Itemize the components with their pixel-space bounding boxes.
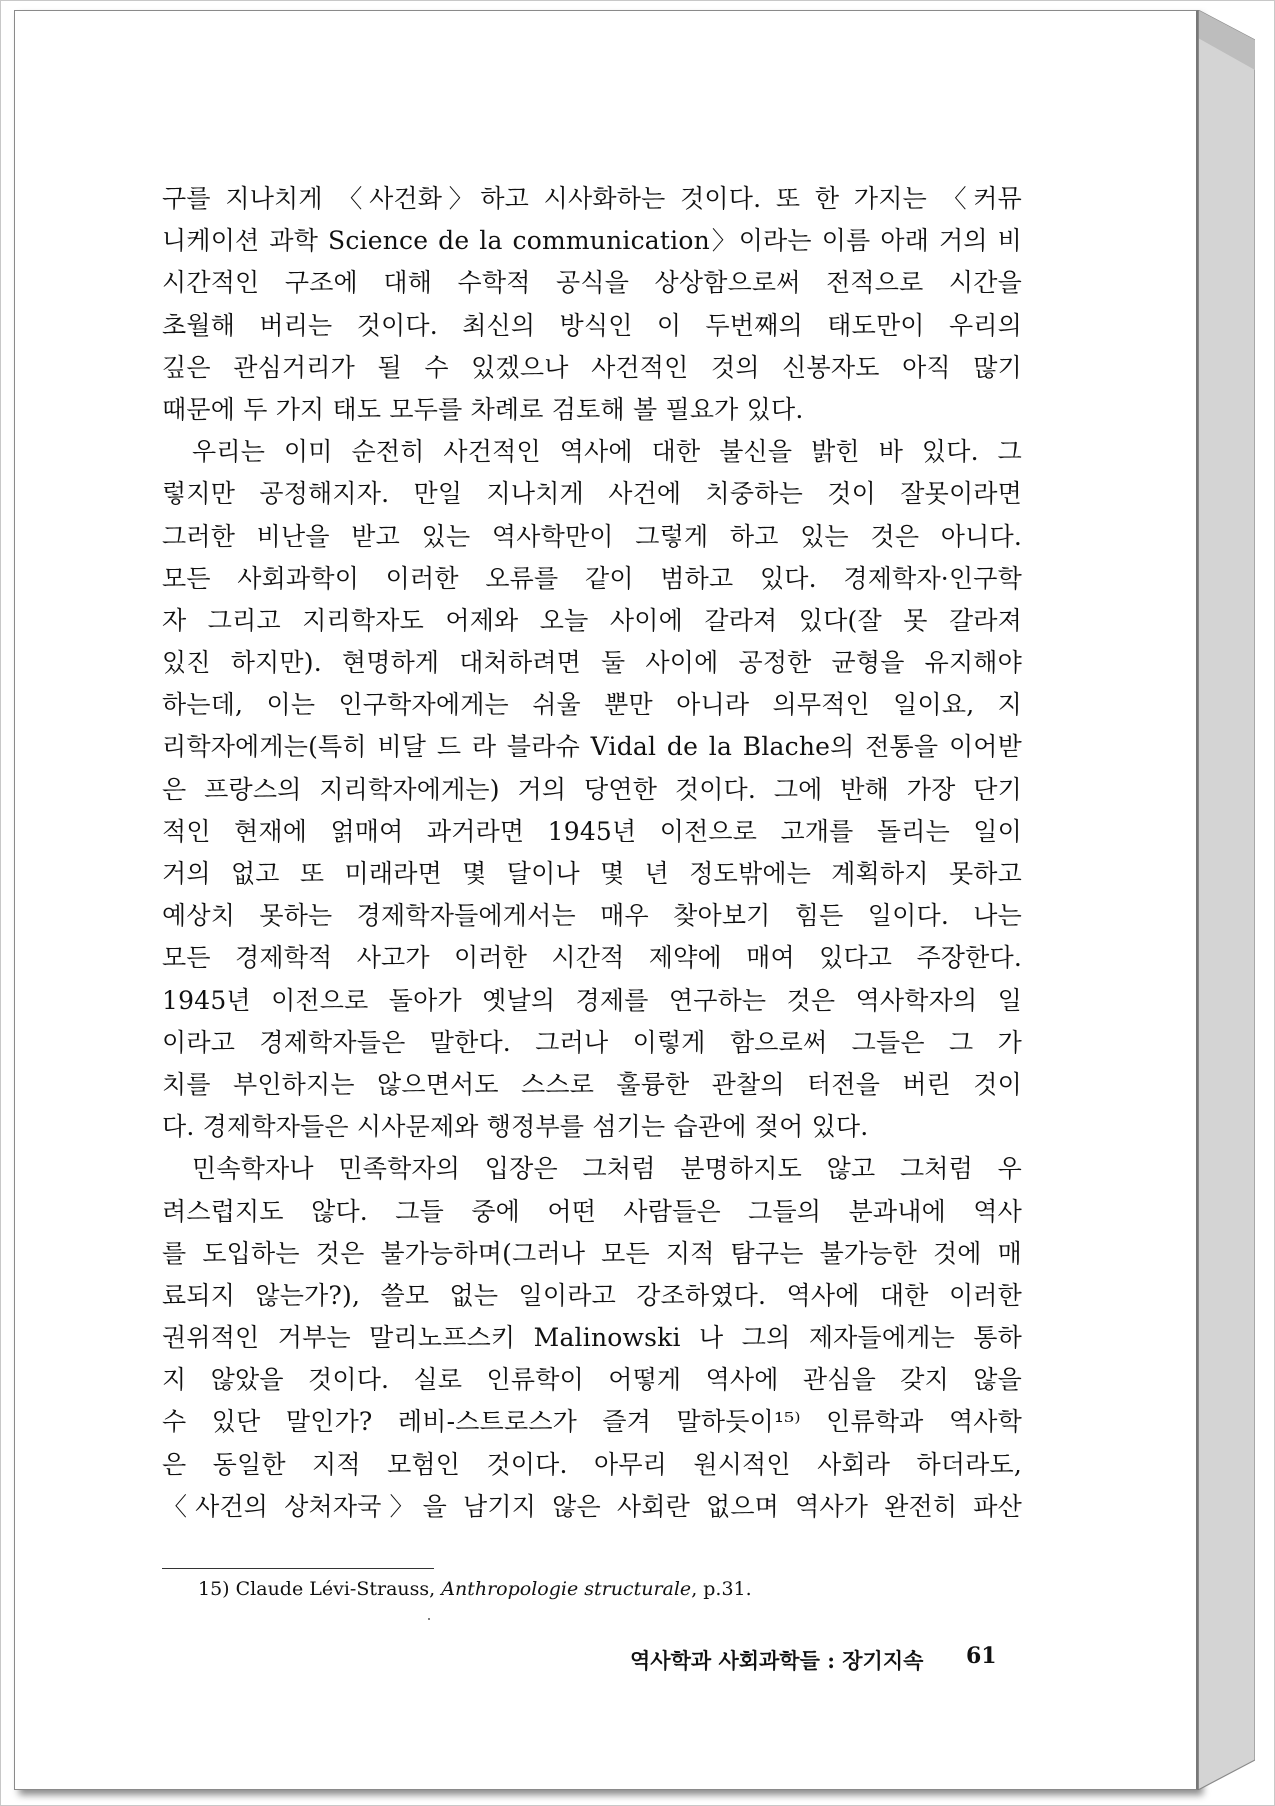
footnote-suffix: , p.31.	[691, 1578, 752, 1600]
body-text	[162, 178, 1022, 1528]
page-edge-block	[1198, 10, 1255, 1790]
body-line: 우리는 이미 순전히 사건적인 역사에 대한 불신을 밝힌 바 있다. 그	[192, 437, 1022, 467]
body-line: 때문에 두 가지 태도 모두를 차례로 검토해 볼 필요가 있다.	[162, 394, 804, 424]
page-edge-shape	[1198, 10, 1255, 1790]
body-line: 그러한 비난을 받고 있는 역사학만이 그렇게 하고 있는 것은 아니다.	[162, 521, 1022, 551]
body-line: 깊은 관심거리가 될 수 있겠으나 사건적인 것의 신봉자도 아직 많기	[162, 352, 1022, 382]
footnote-rule	[162, 1568, 434, 1569]
body-line: 거의 없고 또 미래라면 몇 달이나 몇 년 정도밖에는 계획하지 못하고	[162, 859, 1022, 888]
body-line: 권위적인 거부는 말리노프스키 Malinowski 나 그의 제자들에게는 통하	[162, 1323, 1022, 1353]
body-line: 수 있단 말인가? 레비-스트로스가 즐겨 말하듯이¹⁵⁾ 인류학과 역사학	[162, 1407, 1022, 1437]
body-line: 초월해 버리는 것이다. 최신의 방식인 이 두번째의 태도만이 우리의	[162, 310, 1022, 340]
body-line: 〈사건의 상처자국〉을 남기지 않은 사회란 없으며 역사가 완전히 파산	[162, 1491, 1022, 1521]
body-line: 료되지 않는가?), 쓸모 없는 일이라고 강조하였다. 역사에 대한 이러한	[162, 1280, 1022, 1310]
body-line: 적인 현재에 얽매여 과거라면 1945년 이전으로 고개를 돌리는 일이	[162, 816, 1022, 846]
body-line: 치를 부인하지는 않으면서도 스스로 훌륭한 관찰의 터전을 버린 것이	[162, 1069, 1022, 1099]
body-line: 민속학자나 민족학자의 입장은 그처럼 분명하지도 않고 그처럼 우	[192, 1154, 1022, 1184]
footnote-book-title: Anthropologie structurale	[441, 1578, 692, 1600]
body-line: 모든 사회과학이 이러한 오류를 같이 범하고 있다. 경제학자·인구학	[162, 563, 1022, 593]
body-line: 있진 하지만). 현명하게 대처하려면 둘 사이에 공정한 균형을 유지해야	[162, 648, 1022, 678]
body-line: 모든 경제학적 사고가 이러한 시간적 제약에 매여 있다고 주장한다.	[162, 943, 1022, 973]
footnote-prefix: 15) Claude Lévi-Strauss,	[198, 1578, 442, 1600]
body-line: 하는데, 이는 인구학자에게는 쉬울 뿐만 아니라 의무적인 일이요, 지	[162, 690, 1022, 720]
body-line: 지 않았을 것이다. 실로 인류학이 어떻게 역사에 관심을 갖지 않을	[162, 1365, 1022, 1395]
body-line: 리학자에게는(특히 비달 드 라 블라슈 Vidal de la Blache의 전통을 이어받	[162, 732, 1022, 762]
body-line: 렇지만 공정해지자. 만일 지나치게 사건에 치중하는 것이 잘못이라면	[162, 479, 1022, 509]
body-line: 시간적인 구조에 대해 수학적 공식을 상상함으로써 전적으로 시간을	[162, 268, 1022, 298]
body-line: 은 프랑스의 지리학자에게는) 거의 당연한 것이다. 그에 반해 가장 단기	[162, 774, 1022, 804]
page-number: 61	[966, 1643, 997, 1669]
body-line: 이라고 경제학자들은 말한다. 그러나 이렇게 함으로써 그들은 그 가	[162, 1027, 1022, 1057]
body-line: 예상치 못하는 경제학자들에게서는 매우 찾아보기 힘든 일이다. 나는	[162, 901, 1022, 931]
footnote	[198, 1578, 752, 1600]
body-line: 려스럽지도 않다. 그들 중에 어떤 사람들은 그들의 분과내에 역사	[162, 1196, 1022, 1226]
body-line: 1945년 이전으로 돌아가 옛날의 경제를 연구하는 것은 역사학자의 일	[162, 985, 1022, 1015]
running-footer: 역사학과 사회과학들 : 장기지속	[630, 1648, 924, 1673]
body-line: 다. 경제학자들은 시사문제와 행정부를 섬기는 습관에 젖어 있다.	[162, 1112, 869, 1142]
body-line: 를 도입하는 것은 불가능하며(그러나 모든 지적 탐구는 불가능한 것에 매	[162, 1238, 1022, 1268]
body-line: 구를 지나치게 〈사건화〉하고 시사화하는 것이다. 또 한 가지는 〈커뮤	[162, 184, 1022, 213]
body-line: 은 동일한 지적 모험인 것이다. 아무리 원시적인 사회라 하더라도,	[162, 1449, 1022, 1479]
scan-speck	[428, 1618, 430, 1620]
body-line: 니케이션 과학 Science de la communication〉이라는 이름 아래 거의 비	[162, 226, 1022, 256]
body-line: 자 그리고 지리학자도 어제와 오늘 사이에 갈라져 있다(잘 못 갈라져	[162, 605, 1022, 635]
